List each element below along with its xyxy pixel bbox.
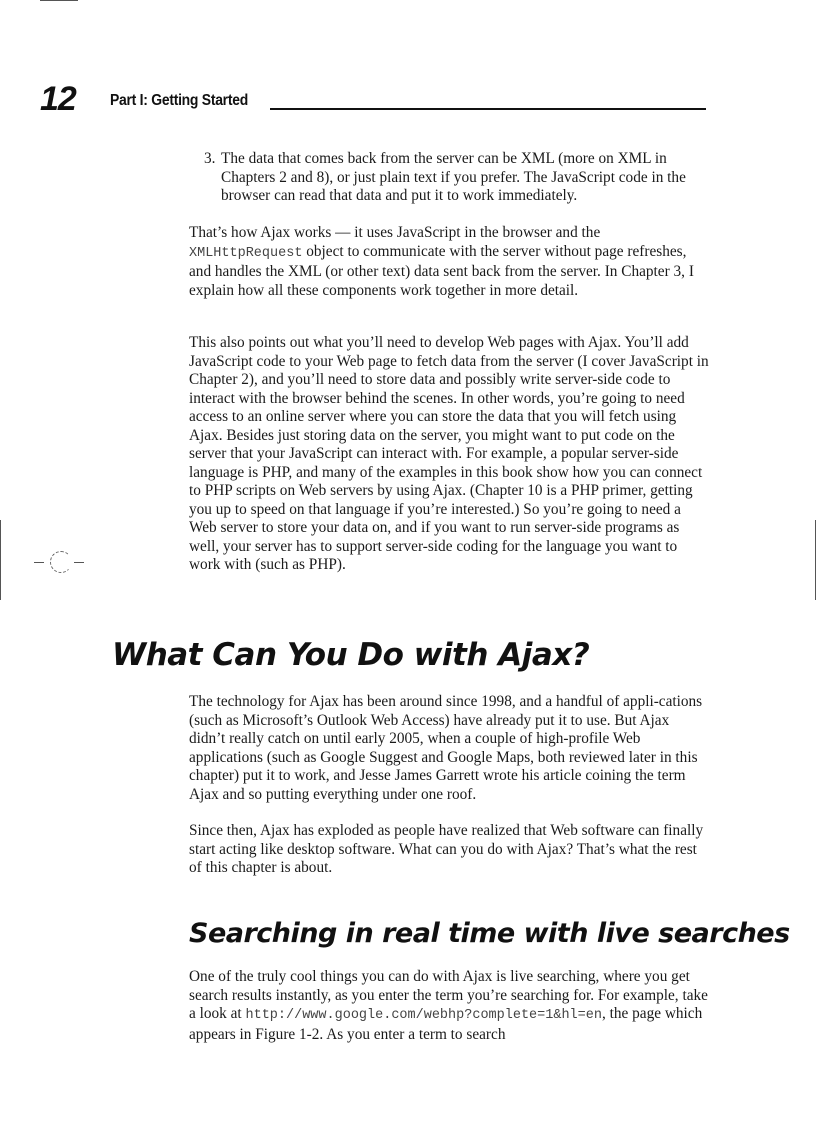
paragraph-text: One of the truly cool things you can do with Ajax is live searching, where you get search results instantly, as you enter the term you’re searching for. For example, take a look at <box>189 968 708 1022</box>
inline-code: XMLHttpRequest <box>189 245 303 261</box>
page-number: 12 <box>40 80 76 118</box>
running-head: Part I: Getting Started <box>110 92 248 109</box>
paragraph-text: , the page which appears in Figure 1-2. As you enter a term to search <box>189 1005 703 1043</box>
section-heading: What Can You Do with Ajax? <box>112 637 590 673</box>
crop-mark-top <box>40 0 78 1</box>
sub-heading: Searching in real time with live searches <box>189 918 790 949</box>
paragraph-live-search <box>189 968 709 1044</box>
paragraph-history: The technology for Ajax has been around since 1998, and a handful of appli-cations (such as Microsoft’s Outlook Web Access) have already put it to use. But Ajax didn’t really catch on until early 2005, when a couple of high-profile Web applications (such as Google Suggest and Google Maps, both reviewed later in this chapter) put it to work, and Jesse James Garrett wrote his article coining the term Ajax and so putting everything under one roof. <box>189 693 703 803</box>
list-item <box>204 150 709 206</box>
margin-rule-left <box>0 520 1 600</box>
paragraph-ajax-works <box>189 224 709 300</box>
header-rule <box>270 108 706 110</box>
page-header <box>40 82 706 118</box>
paragraph-since-then: Since then, Ajax has exploded as people have realized that Web software can finally start acting like desktop software. What can you do with Ajax? That’s what the rest of this chapter is about. <box>189 822 704 876</box>
list-number: 3. <box>204 150 216 167</box>
url-text: http://www.google.com/webhp?complete=1&hl=en <box>245 1008 602 1023</box>
paragraph-text: object to communicate with the server without page refreshes, and handles the XML (or other text) data sent back from the server. In Chapter 3, I explain how all these components work together in more detail. <box>189 242 694 299</box>
paragraph-text: That’s how Ajax works — it uses JavaScript in the browser and the <box>189 224 601 241</box>
paragraph-requirements: This also points out what you’ll need to develop Web pages with Ajax. You’ll add JavaScript code to your Web page to fetch data from the server (I cover JavaScript in Chapter 2), and you’ll need to store data and possibly write server-side code to interact with the browser behind the scenes. In other words, you’re going to need access to an online server where you can store the data that you will fetch using Ajax. Besides just storing data on the server, you might want to put code on the server that your JavaScript can interact with. For example, a popular server-side language is PHP, and many of the examples in this book show how you can connect to PHP scripts on Web servers by using Ajax. (Chapter 10 is a PHP primer, getting you up to speed on that language if you’re interested.) So you’re going to need a Web server to store your data on, and if you want to run server-side programs as well, your server has to support server-side coding for the language you want to work with (such as PHP). <box>189 334 709 573</box>
list-item-text: The data that comes back from the server can be XML (more on XML in Chapters 2 and 8), or just plain text if you prefer. The JavaScript code in the browser can read that data and put it to work immediately. <box>221 150 686 204</box>
registration-mark-icon <box>34 549 86 575</box>
